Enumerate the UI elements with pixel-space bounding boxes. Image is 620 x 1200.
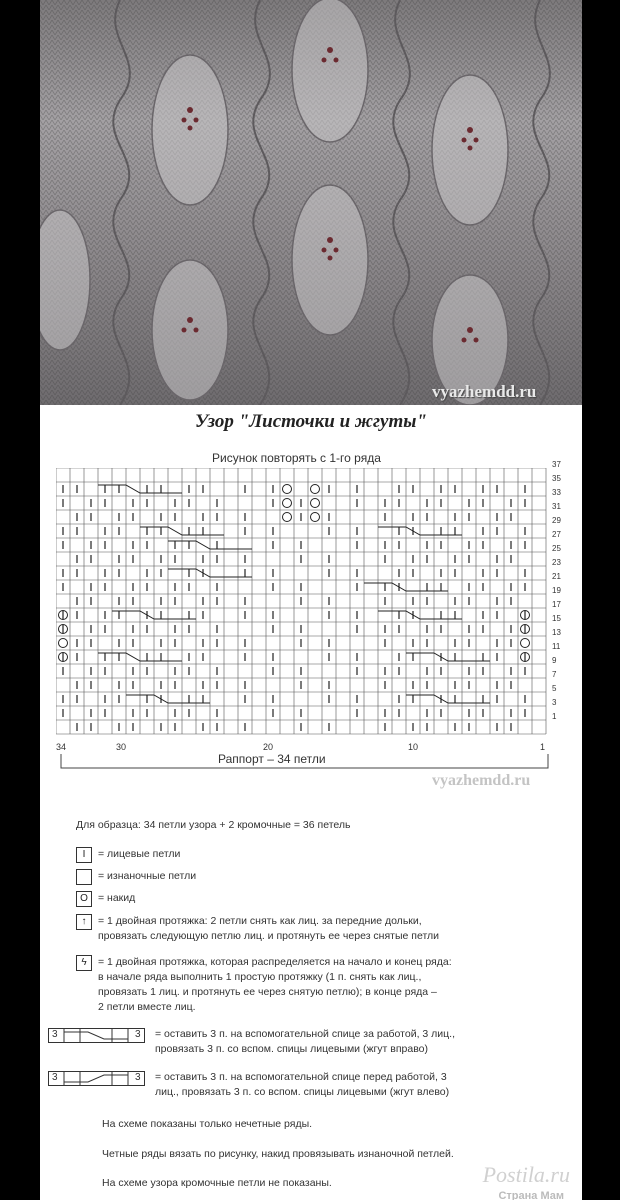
rapport-label: Раппорт – 34 петли [218,752,326,766]
legend-cable-right-1: = оставить 3 п. на вспомогательной спице за работой, 3 лиц., [155,1028,455,1040]
stamp-site: Postila.ru [482,1162,570,1187]
legend-double-decrease-1: = 1 двойная протяжка: 2 петли снять как лиц. за передние дольки, [98,915,422,927]
legend-purl: = изнаночные петли [98,870,197,882]
watermark-mid: vyazhemdd.ru [432,772,531,789]
double-decrease-symbol: ↑ [76,914,92,930]
row-number: 17 [552,600,561,609]
legend-double-decrease-2: провязать следующую петлю лиц. и протянуть ее через снятые петли [98,930,440,942]
cable-left-number-a: 3 [52,1072,58,1083]
yarn-over-symbol: O [76,891,92,907]
knitting-chart [56,468,556,740]
row-number: 3 [552,698,557,707]
legend-split-decrease-1: = 1 двойная протяжка, которая распределяется на начало и конец ряда: [98,956,452,968]
legend-cable-left-1: = оставить 3 п. на вспомогательной спице перед работой, 3 [155,1071,447,1083]
cable-left-number-b: 3 [135,1072,141,1083]
knitted-sample-photo [40,0,582,405]
row-number: 33 [552,488,561,497]
row-number: 35 [552,474,561,483]
row-number: 15 [552,614,561,623]
sample-size-line: Для образца: 34 петли узора + 2 кромочные = 36 петель [76,819,351,831]
note-even-rows: Четные ряды вязать по рисунку, накид провязывать изнаночной петлей. [102,1148,454,1160]
row-number: 19 [552,586,561,595]
row-number: 21 [552,572,561,581]
row-number: 23 [552,558,561,567]
pattern-page [40,0,582,1200]
legend-split-decrease-2: в начале ряда выполнить 1 простую протяжку (1 п. снять как лиц., [98,971,422,983]
col-number-30: 30 [116,742,127,752]
legend-cable-right-2: провязать 3 п. со вспом. спицы лицевыми (жгут вправо) [155,1043,429,1055]
row-number: 25 [552,544,561,553]
legend-yarn-over: = накид [98,892,136,904]
col-number-1: 1 [540,742,546,752]
pattern-title: Узор "Листочки и жгуты" [195,411,427,432]
col-number-20: 20 [263,742,274,752]
split-decrease-symbol: ϟ [76,955,92,971]
legend-split-decrease-4: 2 петли вместе лиц. [98,1001,196,1013]
legend-knit: = лицевые петли [98,848,181,860]
row-number: 37 [552,460,561,469]
col-number-34: 34 [56,742,67,752]
knit-texture [40,0,582,405]
watermark-top: vyazhemdd.ru [432,382,537,401]
row-number: 27 [552,530,561,539]
repeat-note: Рисунок повторять с 1-го ряда [212,451,381,465]
row-number: 31 [552,502,561,511]
col-number-10: 10 [408,742,419,752]
row-number: 29 [552,516,561,525]
row-number: 1 [552,712,557,721]
cable-left-symbol [48,1071,148,1087]
row-number: 7 [552,670,557,679]
row-number: 5 [552,684,557,693]
stamp-sub: Страна Мам [498,1190,564,1200]
note-odd-rows: На схеме показаны только нечетные ряды. [102,1118,313,1130]
postila-stamp [420,1160,570,1200]
cable-right-number-a: 3 [52,1029,58,1040]
cable-right-symbol [48,1028,148,1044]
legend-split-decrease-3: провязать 1 лиц. и протянуть ее через снятую петлю); в конце ряда – [98,986,437,998]
knit-symbol: I [76,847,92,863]
row-number: 13 [552,628,561,637]
note-edge-stitches: На схеме узора кромочные петли не показаны. [102,1177,332,1189]
row-number: 11 [552,642,561,651]
legend-cable-left-2: лиц., провязать 3 п. со вспом. спицы лицевыми (жгут влево) [155,1086,450,1098]
row-number: 9 [552,656,557,665]
cable-right-number-b: 3 [135,1029,141,1040]
purl-symbol [76,869,92,885]
